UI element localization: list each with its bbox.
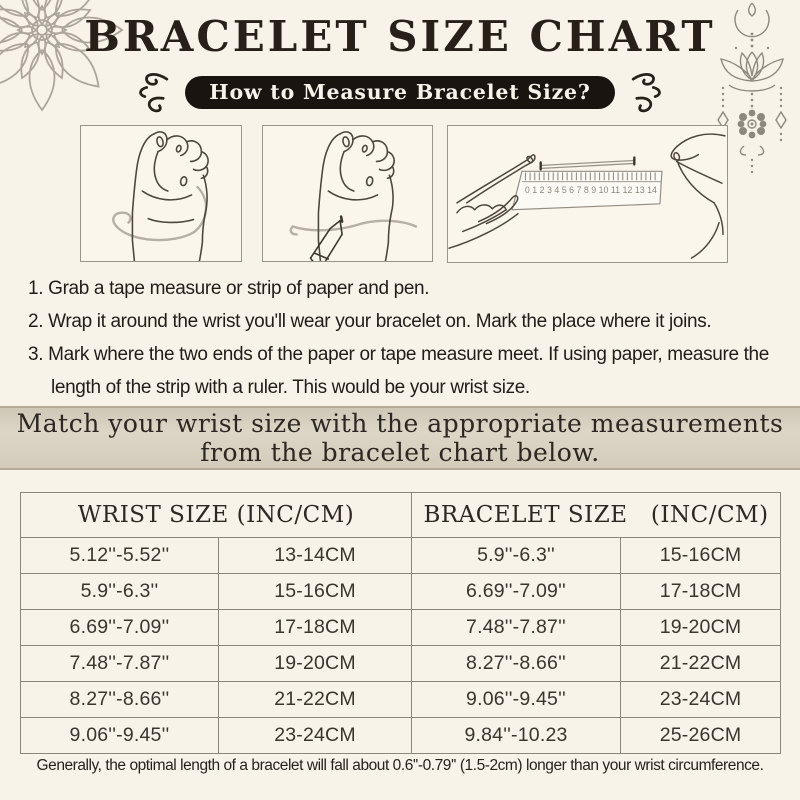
table-row (21, 718, 781, 754)
step-text: Wrap it around the wrist you'll wear your bracelet on. Mark the place where it joins. (48, 311, 712, 332)
table-row (21, 682, 781, 718)
bracelet-cm-cell: 17-18CM (621, 574, 781, 610)
wrist-cm-cell: 21-22CM (219, 682, 412, 718)
bracelet-inch-cell: 9.84''-10.23 (412, 718, 621, 754)
match-size-banner (0, 406, 800, 470)
bracelet-cm-cell: 15-16CM (621, 538, 781, 574)
banner-text-line1: Match your wrist size with the appropriate measurements (16, 409, 784, 438)
wrist-inch-cell: 5.12''-5.52'' (21, 538, 219, 574)
bracelet-inch-cell: 9.06''-9.45'' (412, 682, 621, 718)
wrist-size-header: WRIST SIZE (INC/CM) (21, 493, 412, 538)
wrist-inch-cell: 8.27''-8.66'' (21, 682, 219, 718)
step-number: 2. (28, 311, 44, 332)
wrist-cm-cell: 13-14CM (219, 538, 412, 574)
step-text: Grab a tape measure or strip of paper and pen. (48, 278, 430, 299)
ruler-numbers: 0 1 2 3 4 5 6 7 8 9 10 11 12 13 14 (524, 185, 658, 196)
wrist-inch-cell: 5.9''-6.3'' (21, 574, 219, 610)
bracelet-cm-cell: 21-22CM (621, 646, 781, 682)
marker-pen-icon (311, 217, 343, 261)
instruction-step-1 (28, 272, 786, 305)
step-number: 3. (28, 344, 44, 365)
wrist-cm-cell: 23-24CM (219, 718, 412, 754)
footnote-text: Generally, the optimal length of a bracelet will fall about 0.6''-0.79'' (1.5-2cm) longer than your wrist circumference. (36, 757, 764, 774)
swirl-bracket-right-icon (627, 70, 665, 114)
wrist-inch-cell: 7.48''-7.87'' (21, 646, 219, 682)
wrist-cm-cell: 19-20CM (219, 646, 412, 682)
instruction-step-2 (28, 305, 786, 338)
wrist-cm-cell: 17-18CM (219, 610, 412, 646)
table-row (21, 538, 781, 574)
step-text: Mark where the two ends of the paper or tape measure meet. If using paper, measure the length of the strip with a ruler. This would be your wrist size. (48, 344, 769, 398)
step-number: 1. (28, 278, 44, 299)
bracelet-cm-cell: 25-26CM (621, 718, 781, 754)
page-title: BRACELET SIZE CHART (84, 12, 716, 61)
wrist-inch-cell: 9.06''-9.45'' (21, 718, 219, 754)
measure-step1-illustration (80, 125, 242, 262)
bracelet-cm-cell: 19-20CM (621, 610, 781, 646)
measure-step2-illustration (262, 125, 433, 262)
bracelet-cm-cell: 23-24CM (621, 682, 781, 718)
bracelet-size-header: BRACELET SIZE (INC/CM) (412, 493, 781, 538)
table-row (21, 574, 781, 610)
bracelet-inch-cell: 8.27''-8.66'' (412, 646, 621, 682)
table-row (21, 646, 781, 682)
bracelet-size-table (20, 492, 781, 754)
banner-text-line2: from the bracelet chart below. (200, 438, 600, 467)
measure-step3-illustration (447, 125, 728, 263)
bracelet-inch-cell: 5.9''-6.3'' (412, 538, 621, 574)
measuring-instructions (28, 272, 786, 404)
wrist-cm-cell: 15-16CM (219, 574, 412, 610)
bracelet-inch-cell: 6.69''-7.09'' (412, 574, 621, 610)
swirl-bracket-left-icon (135, 70, 173, 114)
how-to-measure-badge: How to Measure Bracelet Size? (185, 76, 614, 109)
how-to-measure-badge-row (0, 70, 800, 114)
table-header-row (21, 493, 781, 538)
table-row (21, 610, 781, 646)
instruction-step-3 (28, 338, 786, 404)
wrist-inch-cell: 6.69''-7.09'' (21, 610, 219, 646)
bracelet-inch-cell: 7.48''-7.87'' (412, 610, 621, 646)
